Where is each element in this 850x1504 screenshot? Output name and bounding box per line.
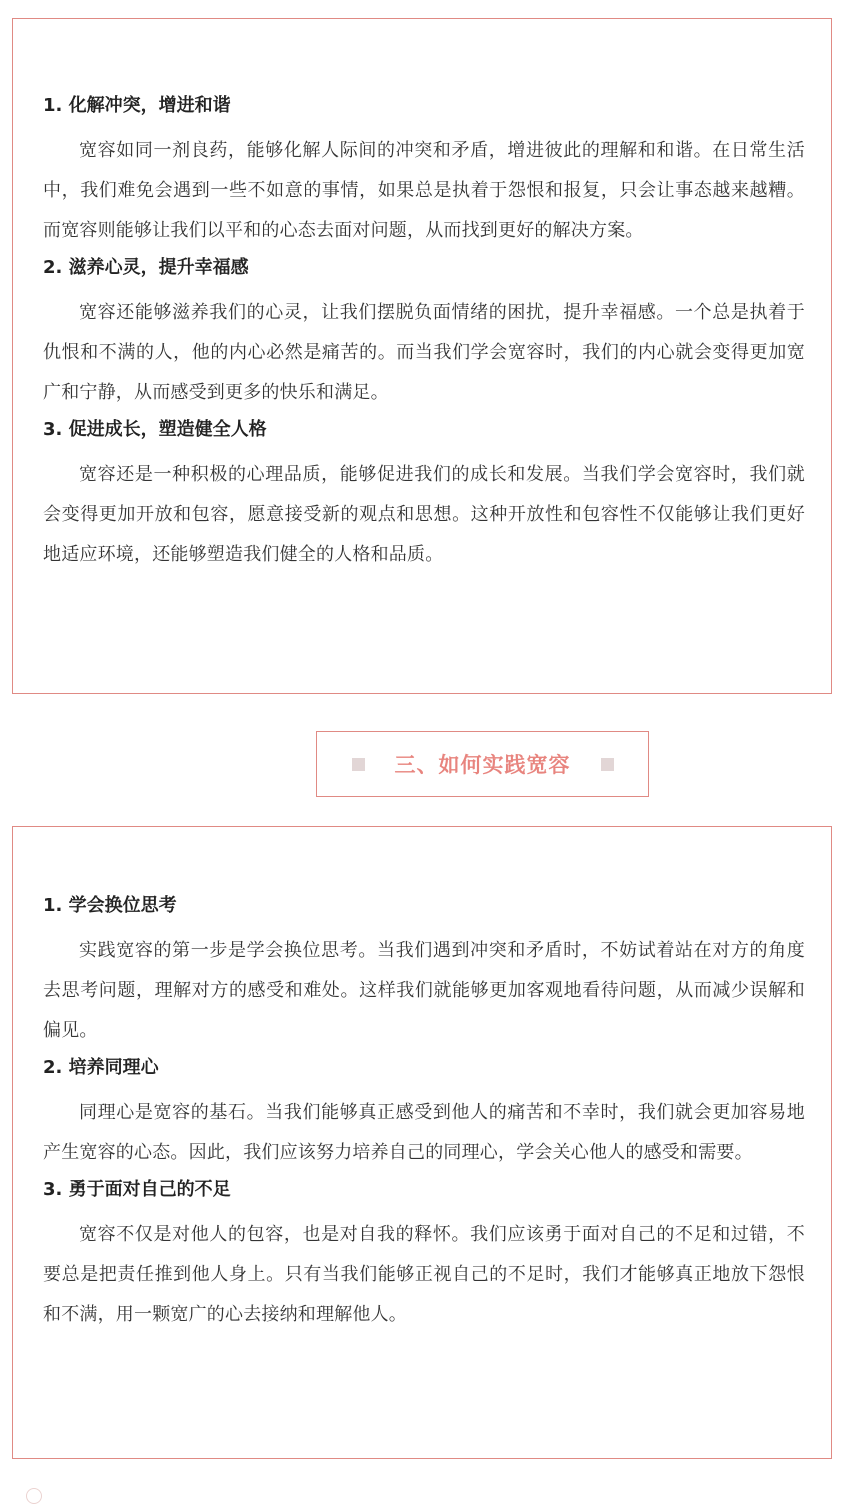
- decorative-square-icon: [352, 758, 365, 771]
- point-heading: 1. 化解冲突，增进和谐: [43, 95, 231, 116]
- point-heading: 2. 培养同理心: [43, 1057, 159, 1078]
- benefits-card: [12, 18, 832, 694]
- section-title: 三、如何实践宽容: [394, 753, 571, 777]
- benefits-content: [43, 93, 805, 579]
- point-body: 同理心是宽容的基石。当我们能够真正感受到他人的痛苦和不幸时，我们就会更加容易地产生宽容的心态。因此，我们应该努力培养自己的同理心，学会关心他人的感受和需要。: [43, 1102, 805, 1163]
- practice-card: [12, 826, 832, 1459]
- point-heading: 2. 滋养心灵，提升幸福感: [43, 257, 249, 278]
- decorative-circle-icon: [26, 1488, 42, 1504]
- point-body: 宽容如同一剂良药，能够化解人际间的冲突和矛盾，增进彼此的理解和和谐。在日常生活中，我们难免会遇到一些不如意的事情，如果总是执着于怨恨和报复，只会让事态越来越糟。而宽容则能够让我们以平和的心态去面对问题，从而找到更好的解决方案。: [43, 140, 805, 241]
- point-body: 宽容还是一种积极的心理品质，能够促进我们的成长和发展。当我们学会宽容时，我们就会变得更加开放和包容，愿意接受新的观点和思想。这种开放性和包容性不仅能够让我们更好地适应环境，还能够塑造我们健全的人格和品质。: [43, 464, 805, 565]
- section-title-box: [316, 731, 649, 797]
- point-heading: 3. 勇于面对自己的不足: [43, 1179, 231, 1200]
- practice-content: [43, 893, 805, 1339]
- decorative-square-icon: [601, 758, 614, 771]
- point-heading: 3. 促进成长，塑造健全人格: [43, 419, 267, 440]
- point-body: 实践宽容的第一步是学会换位思考。当我们遇到冲突和矛盾时，不妨试着站在对方的角度去思考问题，理解对方的感受和难处。这样我们就能够更加客观地看待问题，从而减少误解和偏见。: [43, 940, 805, 1041]
- point-body: 宽容不仅是对他人的包容，也是对自我的释怀。我们应该勇于面对自己的不足和过错，不要总是把责任推到他人身上。只有当我们能够正视自己的不足时，我们才能够真正地放下怨恨和不满，用一颗宽广的心去接纳和理解他人。: [43, 1224, 805, 1325]
- point-body: 宽容还能够滋养我们的心灵，让我们摆脱负面情绪的困扰，提升幸福感。一个总是执着于仇恨和不满的人，他的内心必然是痛苦的。而当我们学会宽容时，我们的内心就会变得更加宽广和宁静，从而感受到更多的快乐和满足。: [43, 302, 805, 403]
- point-heading: 1. 学会换位思考: [43, 895, 177, 916]
